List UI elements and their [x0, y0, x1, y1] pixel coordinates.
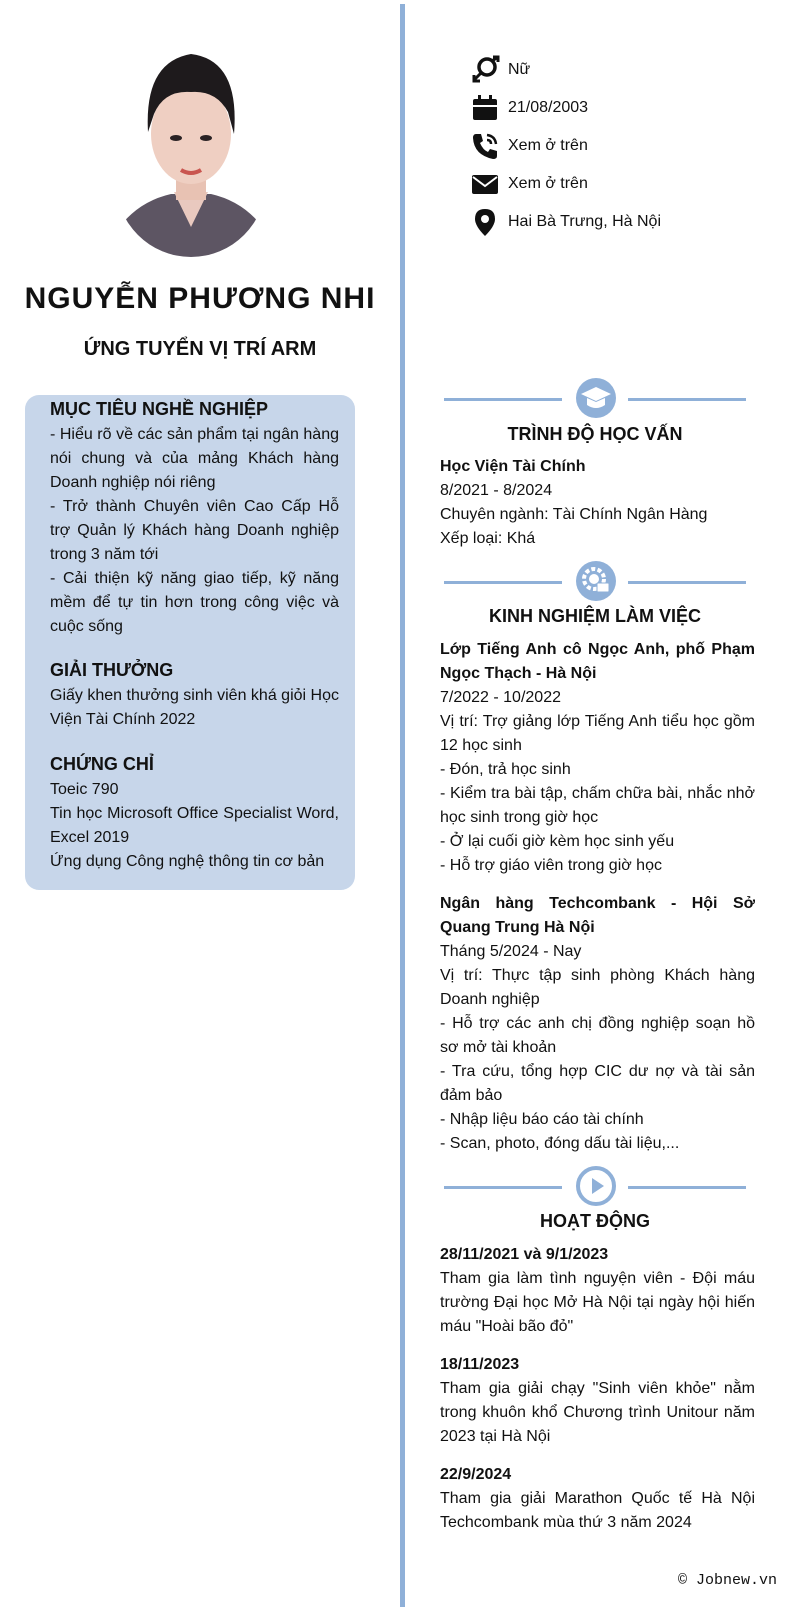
graduation-cap-icon: [575, 377, 617, 419]
education-header-ornament: [440, 377, 750, 421]
activities-title: HOẠT ĐỘNG: [540, 1211, 650, 1231]
certificate-line: Tin học Microsoft Office Specialist Word, Excel 2019: [50, 805, 339, 846]
activity-entry: [440, 1463, 755, 1535]
award-line: Giấy khen thưởng sinh viên khá giỏi Học Viện Tài Chính 2022: [50, 687, 339, 728]
activities-header-ornament: [440, 1165, 750, 1209]
job-task: - Hỗ trợ các anh chị đồng nghiệp soạn hồ sơ mở tài khoản: [440, 1015, 755, 1056]
experience-details: [440, 638, 755, 1156]
profile-photo: [116, 42, 266, 257]
job-company: Ngân hàng Techcombank - Hội Sở Quang Trung Hà Nội: [440, 895, 755, 936]
job-period: 7/2022 - 10/2022: [440, 689, 561, 706]
job-task: - Kiểm tra bài tập, chấm chữa bài, nhắc nhở học sinh trong giờ học: [440, 785, 755, 826]
experience-header-ornament: [440, 560, 750, 604]
activity-date: 22/9/2024: [440, 1466, 512, 1483]
column-divider: [400, 4, 405, 1607]
job-entry: [440, 638, 755, 878]
job-task: - Nhập liệu báo cáo tài chính: [440, 1111, 644, 1128]
location-text: Hai Bà Trưng, Hà Nội: [508, 213, 661, 230]
experience-title: KINH NGHIỆM LÀM VIỆC: [488, 606, 701, 626]
gender-icon: [470, 55, 500, 85]
school-name: Học Viện Tài Chính: [440, 458, 586, 475]
play-circle-icon: [575, 1165, 617, 1207]
job-role: Vị trí: Thực tập sinh phòng Khách hàng Doanh nghiệp: [440, 967, 755, 1008]
certificates-section: [50, 752, 339, 874]
phone-text: Xem ở trên: [508, 137, 588, 154]
objective-title: MỤC TIÊU NGHỀ NGHIỆP: [50, 399, 269, 419]
location-icon: [470, 207, 500, 237]
education-grade: Xếp loại: Khá: [440, 530, 536, 547]
job-task: - Hỗ trợ giáo viên trong giờ học: [440, 857, 662, 874]
certificate-line: Toeic 790: [50, 781, 119, 798]
objective-line: - Trở thành Chuyên viên Cao Cấp Hỗ trợ Quản lý Khách hàng Doanh nghiệp trong 3 năm tới: [50, 498, 339, 563]
activity-date: 28/11/2021 và 9/1/2023: [440, 1246, 609, 1263]
education-details: [440, 455, 755, 551]
gear-briefcase-icon: [575, 560, 617, 602]
activity-description: Tham gia làm tình nguyện viên - Đội máu trường Đại học Mở Hà Nội tại ngày hội hiến máu "Hoài bão đỏ": [440, 1270, 755, 1335]
objective-section: [50, 397, 339, 639]
certificates-title: CHỨNG CHỈ: [50, 754, 154, 774]
email-text: Xem ở trên: [508, 175, 588, 192]
calendar-icon: [470, 93, 500, 123]
candidate-name: NGUYỄN PHƯƠNG NHI: [24, 282, 376, 315]
awards-title: GIẢI THƯỞNG: [50, 660, 174, 680]
job-role: Vị trí: Trợ giảng lớp Tiếng Anh tiểu học gồm 12 học sinh: [440, 713, 755, 754]
job-entry: [440, 892, 755, 1156]
email-icon: [470, 169, 500, 199]
activity-description: Tham gia giải Marathon Quốc tế Hà Nội Techcombank mùa thứ 3 năm 2024: [440, 1490, 755, 1531]
gender-text: Nữ: [508, 61, 531, 78]
job-task: - Tra cứu, tổng hợp CIC dư nợ và tài sản đảm bảo: [440, 1063, 755, 1104]
education-major: Chuyên ngành: Tài Chính Ngân Hàng: [440, 506, 708, 523]
education-period: 8/2021 - 8/2024: [440, 482, 553, 499]
activity-description: Tham gia giải chạy "Sinh viên khỏe" nằm trong khuôn khổ Chương trình Unitour năm 2023 tại Hà Nội: [440, 1380, 755, 1445]
objective-line: - Hiểu rõ về các sản phẩm tại ngân hàng nói chung và của mảng Khách hàng Doanh nghiệp nói riêng: [50, 426, 339, 491]
job-task: - Đón, trả học sinh: [440, 761, 571, 778]
footer-credit: © Jobnew.vn: [678, 1572, 778, 1589]
phone-icon: [470, 131, 500, 161]
job-company: Lớp Tiếng Anh cô Ngọc Anh, phố Phạm Ngọc Thạch - Hà Nội: [440, 641, 755, 682]
job-task: - Scan, photo, đóng dấu tài liệu,...: [440, 1135, 680, 1152]
objective-line: - Cải thiện kỹ năng giao tiếp, kỹ năng mềm để tự tin hơn trong công việc và cuộc sống: [50, 570, 339, 635]
certificate-line: Ứng dụng Công nghệ thông tin cơ bản: [50, 853, 325, 870]
activities-details: [440, 1243, 755, 1535]
activity-entry: [440, 1243, 755, 1339]
awards-section: [50, 658, 339, 732]
job-period: Tháng 5/2024 - Nay: [440, 943, 582, 960]
activity-date: 18/11/2023: [440, 1356, 520, 1373]
target-position: ỨNG TUYỂN VỊ TRÍ ARM: [83, 338, 317, 360]
job-task: - Ở lại cuối giờ kèm học sinh yếu: [440, 833, 675, 850]
birthdate-text: 21/08/2003: [508, 99, 589, 116]
activity-entry: [440, 1353, 755, 1449]
education-title: TRÌNH ĐỘ HỌC VẤN: [507, 424, 683, 444]
